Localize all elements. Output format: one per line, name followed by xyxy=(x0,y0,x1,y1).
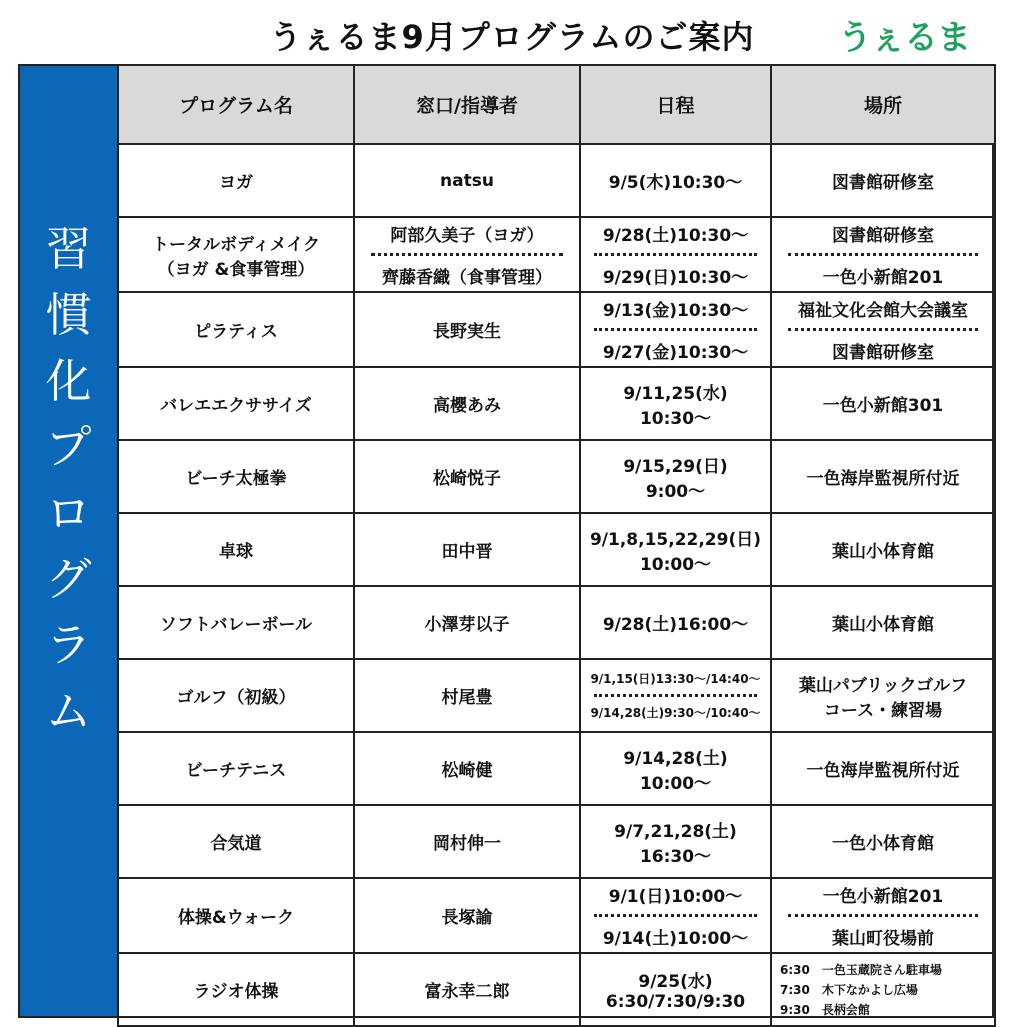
table-row xyxy=(118,732,995,805)
instructor: 岡村伸一 xyxy=(354,805,580,878)
sidebar-char: 化 xyxy=(45,354,92,408)
place-entry: 福祉文化会館大会議室 xyxy=(798,301,968,321)
instructor: 高櫻あみ xyxy=(354,367,580,440)
brand-logo: うぇるま xyxy=(838,18,970,58)
instructor: 長塚諭 xyxy=(354,878,580,953)
table-row xyxy=(118,440,995,513)
schedule xyxy=(580,953,771,1026)
place-line: 葉山パブリックゴルフ xyxy=(798,675,968,696)
table-row xyxy=(118,217,995,292)
dotted-divider xyxy=(594,253,757,256)
program-table xyxy=(117,64,996,1027)
schedule-line: 6:30/7:30/9:30 xyxy=(605,992,746,1012)
instructor: 長野実生 xyxy=(354,292,580,367)
schedule-line: 9:00〜 xyxy=(645,481,706,502)
sidebar-label xyxy=(20,216,117,744)
place-entry: 一色小新館201 xyxy=(822,887,944,907)
schedule-line: 10:00〜 xyxy=(639,773,712,794)
instructor: 富永幸二郎 xyxy=(354,953,580,1026)
program-name: ソフトバレーボール xyxy=(118,586,354,659)
program-name: ヨガ xyxy=(118,144,354,217)
schedule-entry: 9/13(金)10:30〜 xyxy=(602,301,749,321)
place: 一色小新館301 xyxy=(771,367,995,440)
schedule-entry: 9/27(金)10:30〜 xyxy=(602,343,749,363)
dotted-divider xyxy=(594,328,757,331)
schedule-line: 9/7,21,28(土) xyxy=(614,821,737,842)
program-name: バレエエクササイズ xyxy=(118,367,354,440)
dotted-divider xyxy=(371,253,564,256)
instructor: 田中晋 xyxy=(354,513,580,586)
instructor-entry: 齊藤香織（食事管理） xyxy=(382,268,552,288)
sidebar-char: グ xyxy=(45,552,92,606)
schedule-line: 9/11,25(水) xyxy=(623,383,728,404)
place-line: 9:30 長柄会館 xyxy=(780,1002,870,1017)
schedule-line: 9/15,29(日) xyxy=(623,456,728,477)
schedule-line: 9/25(水) xyxy=(638,972,713,992)
dotted-divider xyxy=(594,694,757,697)
schedule xyxy=(580,878,771,953)
sidebar-char: 慣 xyxy=(45,288,92,342)
schedule: 9/5(木)10:30〜 xyxy=(580,144,771,217)
program-name: 卓球 xyxy=(118,513,354,586)
program-name-line: トータルボディメイク xyxy=(152,234,320,255)
schedule-entry: 9/14(土)10:00〜 xyxy=(602,929,749,949)
schedule xyxy=(580,292,771,367)
program-name: ラジオ体操 xyxy=(118,953,354,1026)
sidebar-banner xyxy=(20,66,117,1016)
instructor-entry: 阿部久美子（ヨガ） xyxy=(390,226,544,246)
sidebar-char: ム xyxy=(45,684,92,738)
table-row xyxy=(118,953,995,1026)
schedule xyxy=(580,217,771,292)
schedule-entry: 9/29(日)10:30〜 xyxy=(602,268,749,288)
schedule-entry: 9/28(土)10:30〜 xyxy=(602,226,749,246)
place xyxy=(771,292,995,367)
header-place: 場所 xyxy=(771,65,995,144)
program-name: ビーチ太極拳 xyxy=(118,440,354,513)
schedule-entry: 9/1,15(日)13:30〜/14:40〜 xyxy=(590,672,761,686)
program-name-line: （ヨガ &食事管理） xyxy=(157,259,315,280)
place: 葉山小体育館 xyxy=(771,513,995,586)
header-schedule: 日程 xyxy=(580,65,771,144)
instructor: 松崎健 xyxy=(354,732,580,805)
table-row xyxy=(118,878,995,953)
page-title: うぇるま9月プログラムのご案内 xyxy=(269,18,755,56)
schedule-line: 16:30〜 xyxy=(639,846,712,867)
place: 葉山小体育館 xyxy=(771,586,995,659)
table-row xyxy=(118,292,995,367)
dotted-divider xyxy=(788,253,979,256)
header-instructor: 窓口/指導者 xyxy=(354,65,580,144)
dotted-divider xyxy=(788,914,979,917)
place: 一色海岸監視所付近 xyxy=(771,440,995,513)
program-name: ゴルフ（初級） xyxy=(118,659,354,732)
schedule xyxy=(580,732,771,805)
sidebar-char: ラ xyxy=(45,618,92,672)
schedule xyxy=(580,659,771,732)
program-name: ビーチテニス xyxy=(118,732,354,805)
place xyxy=(771,659,995,732)
dotted-divider xyxy=(594,914,757,917)
table-row xyxy=(118,367,995,440)
schedule-line: 10:30〜 xyxy=(639,408,712,429)
place xyxy=(771,217,995,292)
table-row xyxy=(118,805,995,878)
place-entry: 葉山町役場前 xyxy=(832,929,934,949)
place: 図書館研修室 xyxy=(771,144,995,217)
place-entry: 図書館研修室 xyxy=(832,226,934,246)
place-line: 6:30 一色玉蔵院さん駐車場 xyxy=(780,962,942,977)
table-row xyxy=(118,144,995,217)
header-program: プログラム名 xyxy=(118,65,354,144)
instructor xyxy=(354,217,580,292)
place-entry: 図書館研修室 xyxy=(832,343,934,363)
dotted-divider xyxy=(788,328,979,331)
instructor: 小澤芽以子 xyxy=(354,586,580,659)
instructor: natsu xyxy=(354,144,580,217)
schedule xyxy=(580,513,771,586)
schedule-line: 9/1,8,15,22,29(日) xyxy=(589,529,762,550)
place-line: コース・練習場 xyxy=(823,700,943,721)
schedule-entry: 9/1(日)10:00〜 xyxy=(608,887,743,907)
sidebar-char: 習 xyxy=(45,222,92,276)
table-row xyxy=(118,586,995,659)
place: 一色小体育館 xyxy=(771,805,995,878)
table-row xyxy=(118,513,995,586)
sidebar-char: プ xyxy=(45,420,92,474)
schedule-entry: 9/14,28(土)9:30〜/10:40〜 xyxy=(590,706,761,720)
program-name: 合気道 xyxy=(118,805,354,878)
schedule-line: 10:00〜 xyxy=(639,554,712,575)
schedule xyxy=(580,440,771,513)
schedule xyxy=(580,805,771,878)
instructor: 村尾豊 xyxy=(354,659,580,732)
program-name: 体操&ウォーク xyxy=(118,878,354,953)
place-line: 7:30 木下なかよし広場 xyxy=(780,982,918,997)
instructor: 松崎悦子 xyxy=(354,440,580,513)
program-name xyxy=(118,217,354,292)
sidebar-char: ロ xyxy=(45,486,92,540)
table-row xyxy=(118,659,995,732)
table-header-row xyxy=(118,65,995,144)
place: 一色海岸監視所付近 xyxy=(771,732,995,805)
schedule: 9/28(土)16:00〜 xyxy=(580,586,771,659)
schedule xyxy=(580,367,771,440)
place xyxy=(771,878,995,953)
place-entry: 一色小新館201 xyxy=(822,268,944,288)
schedule-line: 9/14,28(土) xyxy=(623,748,728,769)
place xyxy=(771,953,995,1026)
program-name: ピラティス xyxy=(118,292,354,367)
